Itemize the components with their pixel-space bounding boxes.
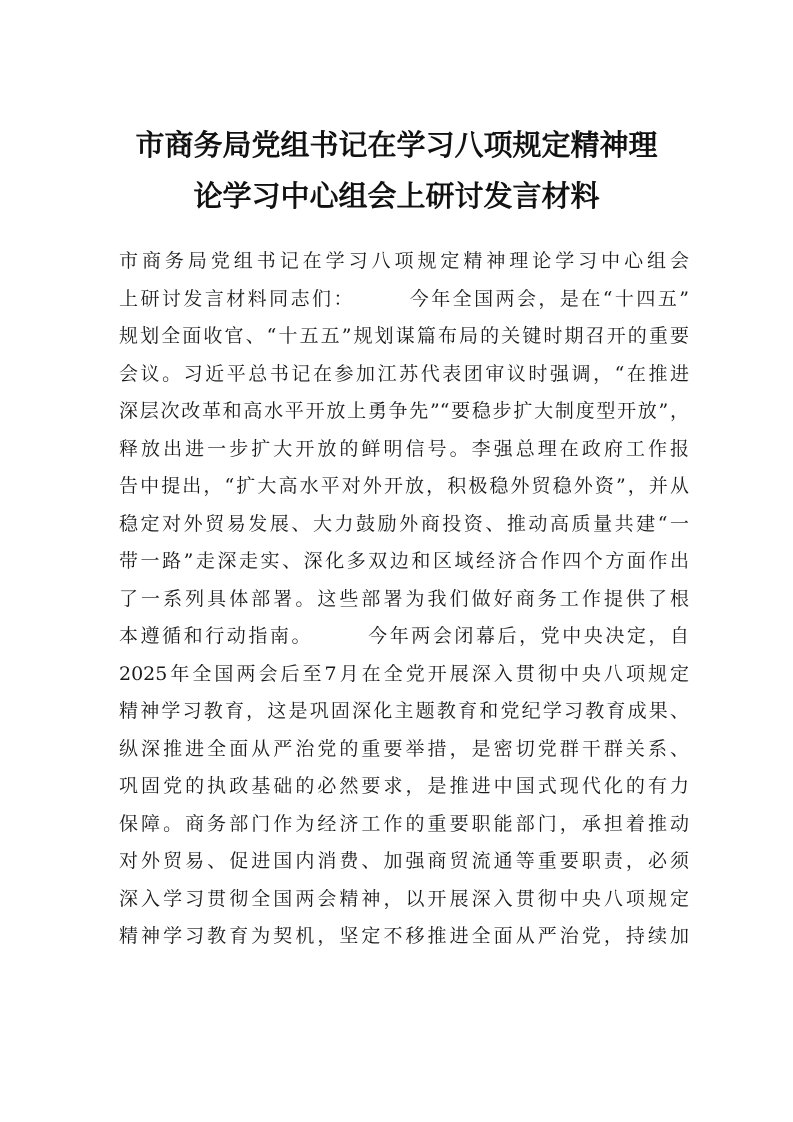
- body-line: 会议。习近平总书记在参加江苏代表团审议时强调，“在推进: [119, 362, 689, 385]
- body-line: 精神学习教育，这是巩固深化主题教育和党纪学习教育成果、: [119, 700, 689, 722]
- document-body: [119, 243, 689, 956]
- body-line: 对外贸易、促进国内消费、加强商贸流通等重要职责，必须: [119, 850, 689, 872]
- title-line-1: 市商务局党组书记在学习八项规定精神理: [135, 128, 658, 162]
- body-line: 规划全面收官、“十五五”规划谋篇布局的关键时期召开的重要: [119, 325, 689, 347]
- body-line: 精神学习教育为契机，坚定不移推进全面从严治党，持续加: [119, 925, 689, 947]
- body-line: 巩固党的执政基础的必然要求，是推进中国式现代化的有力: [119, 775, 689, 797]
- body-line: 了一系列具体部署。这些部署为我们做好商务工作提供了根: [119, 587, 689, 610]
- body-line: 纵深推进全面从严治党的重要举措，是密切党群干群关系、: [119, 737, 689, 760]
- body-line: 深入学习贯彻全国两会精神，以开展深入贯彻中央八项规定: [119, 887, 689, 910]
- body-line: 市商务局党组书记在学习八项规定精神理论学习中心组会: [119, 250, 689, 272]
- body-line: 稳定对外贸易发展、大力鼓励外商投资、推动高质量共建“一: [119, 512, 689, 535]
- body-line: 保障。商务部门作为经济工作的重要职能部门，承担着推动: [119, 812, 689, 835]
- title-line-2: 论学习中心组会上研讨发言材料: [193, 179, 600, 213]
- body-line: 告中提出，“扩大高水平对外开放，积极稳外贸稳外资”，并从: [119, 475, 689, 497]
- body-line: 释放出进一步扩大开放的鲜明信号。李强总理在政府工作报: [119, 437, 689, 460]
- document-title: [60, 120, 733, 222]
- body-line: 深层次改革和高水平开放上勇争先”“要稳步扩大制度型开放”，: [119, 400, 689, 422]
- body-line: 带一路”走深走实、深化多双边和区域经济合作四个方面作出: [119, 550, 689, 572]
- body-line: 本遵循和行动指南。 今年两会闭幕后，党中央决定，自: [119, 625, 689, 647]
- body-line: 上研讨发言材料同志们： 今年全国两会，是在“十四五”: [119, 287, 689, 310]
- body-line: 2025年全国两会后至7月在全党开展深入贯彻中央八项规定: [119, 662, 689, 685]
